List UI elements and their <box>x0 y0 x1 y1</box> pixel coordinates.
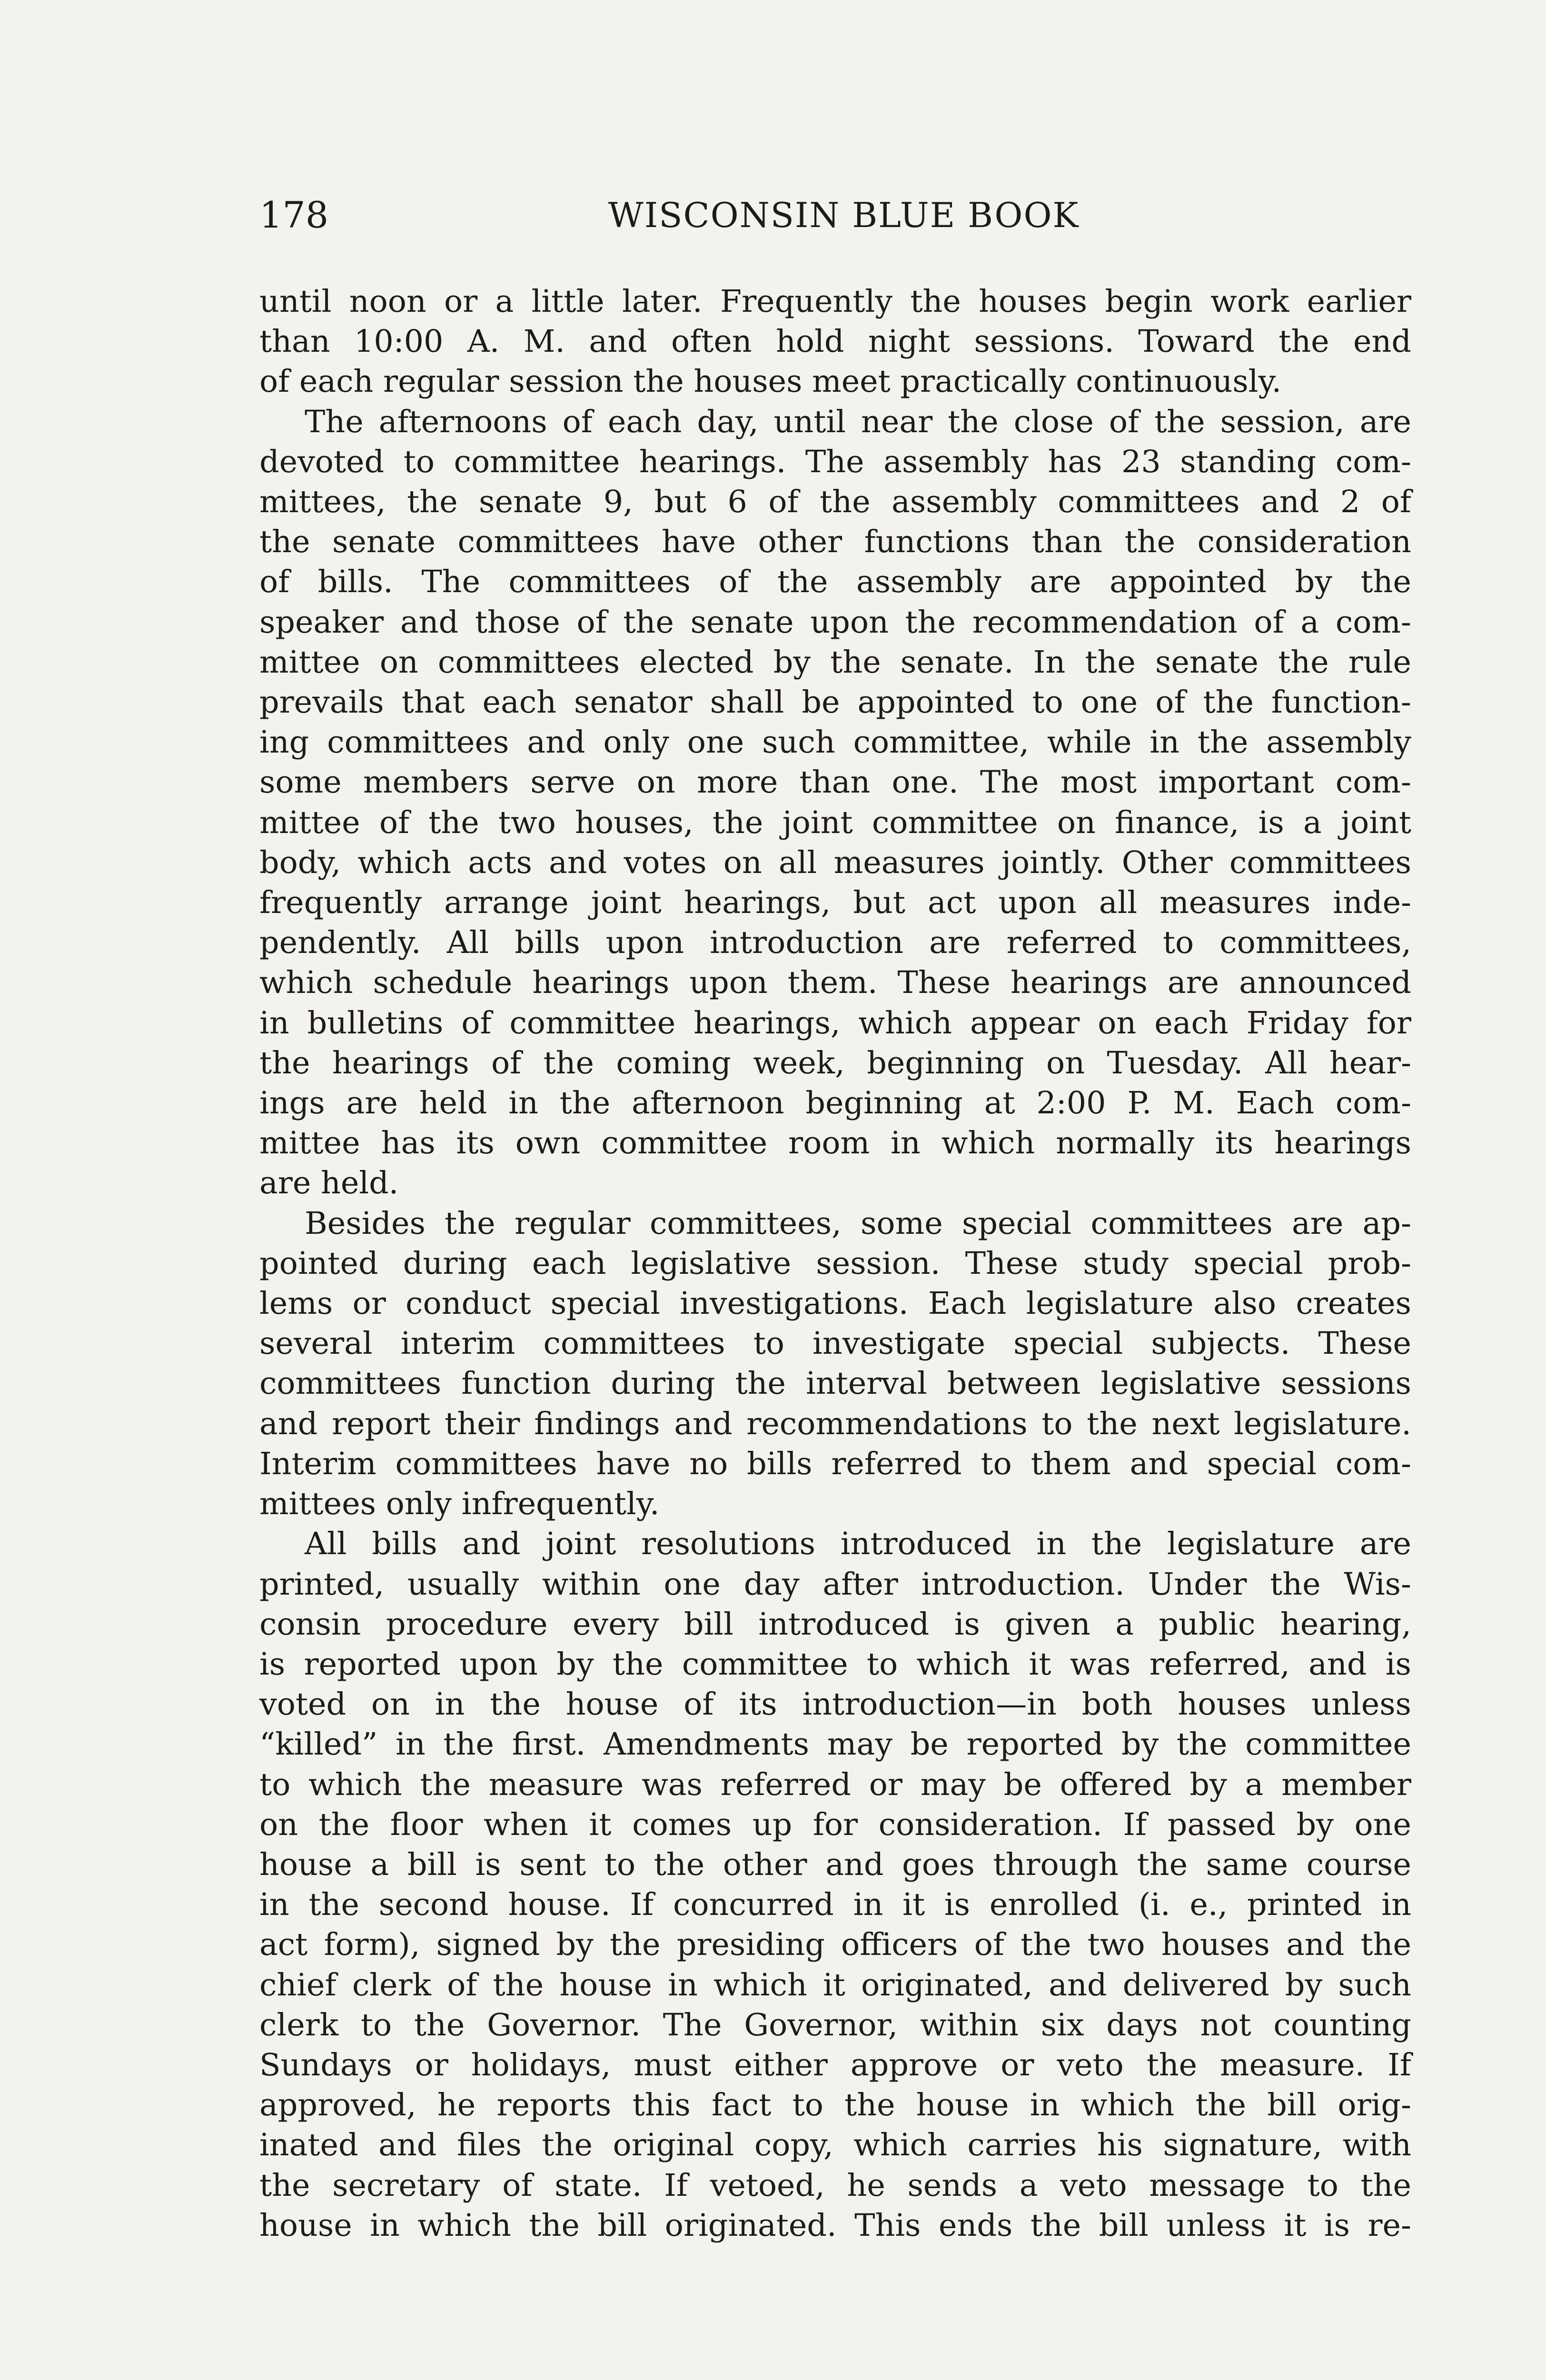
text-line: of bills. The committees of the assembly are appointed by the <box>259 564 1411 600</box>
page-number: 178 <box>259 194 329 236</box>
body-text <box>259 282 1411 2246</box>
text-line: mittee has its own committee room in which normally its hearings <box>259 1125 1411 1161</box>
text-line: until noon or a little later. Frequently the houses begin work earlier <box>259 284 1411 319</box>
text-line: mittee on committees elected by the senate. In the senate the rule <box>259 644 1411 680</box>
running-title: WISCONSIN BLUE BOOK <box>608 195 1080 235</box>
text-line: All bills and joint resolutions introduced in the legislature are <box>305 1526 1411 1562</box>
text-line: on the floor when it comes up for consideration. If passed by one <box>259 1806 1411 1843</box>
text-line: frequently arrange joint hearings, but act upon all measures inde- <box>259 885 1411 921</box>
text-line: lems or conduct special investigations. Each legislature also creates <box>259 1286 1411 1322</box>
text-line: Sundays or holidays, must either approve or veto the measure. If <box>259 2047 1411 2083</box>
paragraph <box>259 402 1411 1204</box>
text-line: chief clerk of the house in which it originated, and delivered by such <box>259 1967 1411 2003</box>
text-line: the secretary of state. If vetoed, he sends a veto message to the <box>259 2167 1411 2203</box>
text-line: printed, usually within one day after introduction. Under the Wis- <box>259 1566 1411 1602</box>
text-line: the hearings of the coming week, beginning on Tuesday. All hear- <box>259 1045 1411 1081</box>
text-line: Interim committees have no bills referred to them and special com- <box>259 1446 1411 1482</box>
text-line: pointed during each legislative session. These study special prob- <box>259 1245 1411 1281</box>
text-line: house in which the bill originated. This ends the bill unless it is re- <box>259 2207 1411 2243</box>
text-line: clerk to the Governor. The Governor, within six days not counting <box>259 2007 1411 2043</box>
text-line: than 10:00 A. M. and often hold night sessions. Toward the end <box>259 324 1411 360</box>
text-line: several interim committees to investigate special subjects. These <box>259 1326 1411 1362</box>
text-line: house a bill is sent to the other and goes through the same course <box>259 1846 1411 1883</box>
text-line: mittees only infrequently. <box>259 1486 660 1522</box>
text-line: is reported upon by the committee to which it was referred, and is <box>259 1646 1411 1682</box>
page-header <box>259 187 1409 244</box>
text-line: ings are held in the afternoon beginning at 2:00 P. M. Each com- <box>259 1085 1411 1121</box>
paragraph <box>259 282 1411 402</box>
text-line: prevails that each senator shall be appointed to one of the function- <box>259 684 1411 721</box>
text-line: Besides the regular committees, some special committees are ap- <box>305 1205 1411 1241</box>
text-line: voted on in the house of its introduction—in both houses unless <box>259 1686 1411 1723</box>
text-line: mittee of the two houses, the joint committee on finance, is a joint <box>259 804 1411 841</box>
text-line: the senate committees have other functions than the consideration <box>259 524 1411 560</box>
text-line: pendently. All bills upon introduction are referred to committees, <box>259 925 1411 961</box>
text-line: consin procedure every bill introduced is given a public hearing, <box>259 1606 1411 1642</box>
text-line: which schedule hearings upon them. These hearings are announced <box>259 965 1411 1001</box>
text-line: devoted to committee hearings. The assembly has 23 standing com- <box>259 444 1411 480</box>
text-line: ing committees and only one such committee, while in the assembly <box>259 724 1411 761</box>
text-line: in bulletins of committee hearings, which appear on each Friday for <box>259 1005 1411 1041</box>
text-line: “killed” in the first. Amendments may be reported by the committee <box>259 1726 1411 1763</box>
text-line: mittees, the senate 9, but 6 of the assembly committees and 2 of <box>259 484 1411 520</box>
paragraph <box>259 1204 1411 1525</box>
text-line: in the second house. If concurred in it is enrolled (i. e., printed in <box>259 1887 1411 1923</box>
text-line: The afternoons of each day, until near the close of the session, are <box>305 404 1411 440</box>
text-line: and report their findings and recommendations to the next legislature. <box>259 1406 1411 1442</box>
text-line: of each regular session the houses meet practically continuously. <box>259 364 1282 400</box>
text-line: are held. <box>259 1165 399 1201</box>
text-line: act form), signed by the presiding officers of the two houses and the <box>259 1927 1411 1963</box>
text-line: committees function during the interval between legislative sessions <box>259 1366 1411 1402</box>
text-line: body, which acts and votes on all measures jointly. Other committees <box>259 844 1411 881</box>
text-line: inated and files the original copy, which carries his signature, with <box>259 2127 1411 2163</box>
text-line: some members serve on more than one. The most important com- <box>259 764 1411 801</box>
text-line: to which the measure was referred or may be offered by a member <box>259 1766 1411 1803</box>
text-line: approved, he reports this fact to the house in which the bill orig- <box>259 2087 1411 2123</box>
paragraph <box>259 1524 1411 2246</box>
text-line: speaker and those of the senate upon the recommendation of a com- <box>259 604 1411 640</box>
